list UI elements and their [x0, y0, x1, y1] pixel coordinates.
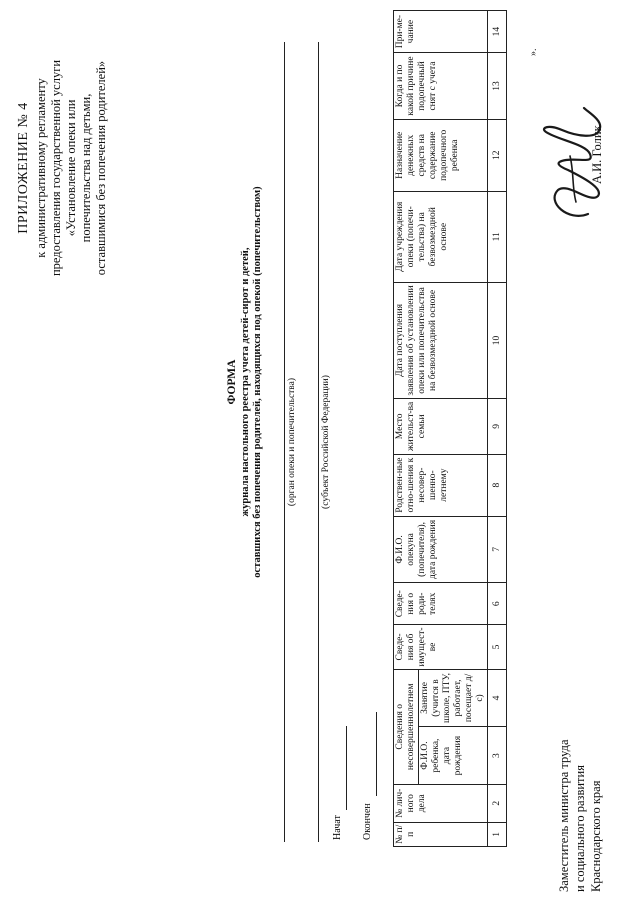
finished-line — [376, 712, 377, 796]
column-number-cell: 9 — [488, 399, 507, 454]
appendix-line: предоставления государственной услуги — [49, 59, 63, 277]
header-cell-number: № п/п — [394, 822, 488, 846]
header-cell-parents: Сведе-ния о роди-телях — [394, 583, 488, 625]
subject-line — [318, 42, 319, 842]
organ-line — [284, 42, 285, 842]
header-cell-note: При-ме-чание — [394, 11, 488, 53]
column-number-cell: 1 — [488, 822, 507, 846]
appendix-line: попечительства над детьми, — [79, 93, 93, 243]
column-number-cell: 10 — [488, 282, 507, 398]
registry-table — [393, 10, 507, 847]
organ-caption: (орган опеки и попечительства) — [287, 377, 297, 507]
column-number-cell: 13 — [488, 53, 507, 120]
column-number-cell: 12 — [488, 119, 507, 191]
header-cell-relation: Родствен-ные отно-шения к несовер-шенно-летнему — [394, 454, 488, 516]
closing-quote: ». — [528, 48, 539, 56]
signatory-name: А.И. Голик — [590, 125, 604, 184]
column-number-cell: 6 — [488, 583, 507, 625]
form-title-line: журнала настольного реестра учета детей-сирот и детей, — [240, 247, 251, 517]
started-line — [346, 726, 347, 810]
column-number-cell: 5 — [488, 625, 507, 669]
header-cell-allowance: Назначение денежных средств на содержание подопечного ребенка — [394, 119, 488, 191]
header-cell-application-date: Дата поступления заявления об установлении опеки или попечительства на безвозмездной основе — [394, 282, 488, 398]
position-line: Заместитель министра труда — [557, 739, 571, 892]
appendix-title: ПРИЛОЖЕНИЕ № 4 — [16, 102, 31, 234]
position-line: Краснодарского края — [589, 780, 603, 892]
header-cell-fio: Ф.И.О. ребенка, дата рождения — [419, 727, 488, 785]
position-line: и социального развития — [573, 765, 587, 892]
column-number-cell: 7 — [488, 516, 507, 583]
column-number-cell: 2 — [488, 784, 507, 822]
started-label: Начат — [332, 815, 343, 840]
form-title — [226, 162, 264, 602]
header-cell-institution-date: Дата учреждения опеки (попечи-тельства) на безвозмездной основе — [394, 191, 488, 282]
column-number-cell: 14 — [488, 11, 507, 53]
header-cell-family: Место жительст-ва семьи — [394, 399, 488, 454]
header-cell-file: № лич-ного дела — [394, 784, 488, 822]
appendix-line: «Установление опеки или — [64, 99, 78, 237]
header-cell-property: Сведе-ния об имущест-ве — [394, 625, 488, 669]
table-header-row — [394, 11, 419, 847]
table-number-row — [488, 11, 507, 847]
finished-label: Окончен — [362, 803, 373, 840]
column-number-cell: 3 — [488, 727, 507, 785]
appendix-line: оставшимися без попечения родителей» — [94, 60, 108, 276]
form-heading: ФОРМА — [226, 359, 238, 405]
column-number-cell: 8 — [488, 454, 507, 516]
form-title-line: оставшихся без попечения родителей, находящихся под опекой (попечительством) — [252, 186, 263, 578]
header-cell-removed: Когда и по какой причине подопечный снят с учета — [394, 53, 488, 120]
column-number-cell: 11 — [488, 191, 507, 282]
column-number-cell: 4 — [488, 669, 507, 727]
appendix-header — [16, 38, 109, 298]
appendix-line: к административному регламенту — [34, 78, 48, 258]
header-cell-activity: Занятие (учится в школе, ПТУ, работает, посещает д/с) — [419, 669, 488, 727]
header-cell-minor-group: Сведения о несовершеннолетнем — [394, 669, 419, 784]
signatory-position — [556, 740, 604, 893]
header-cell-guardian: Ф.И.О. опекуна (попечителя), дата рождения — [394, 516, 488, 583]
subject-caption: (субъект Российской Федерации) — [321, 375, 331, 509]
